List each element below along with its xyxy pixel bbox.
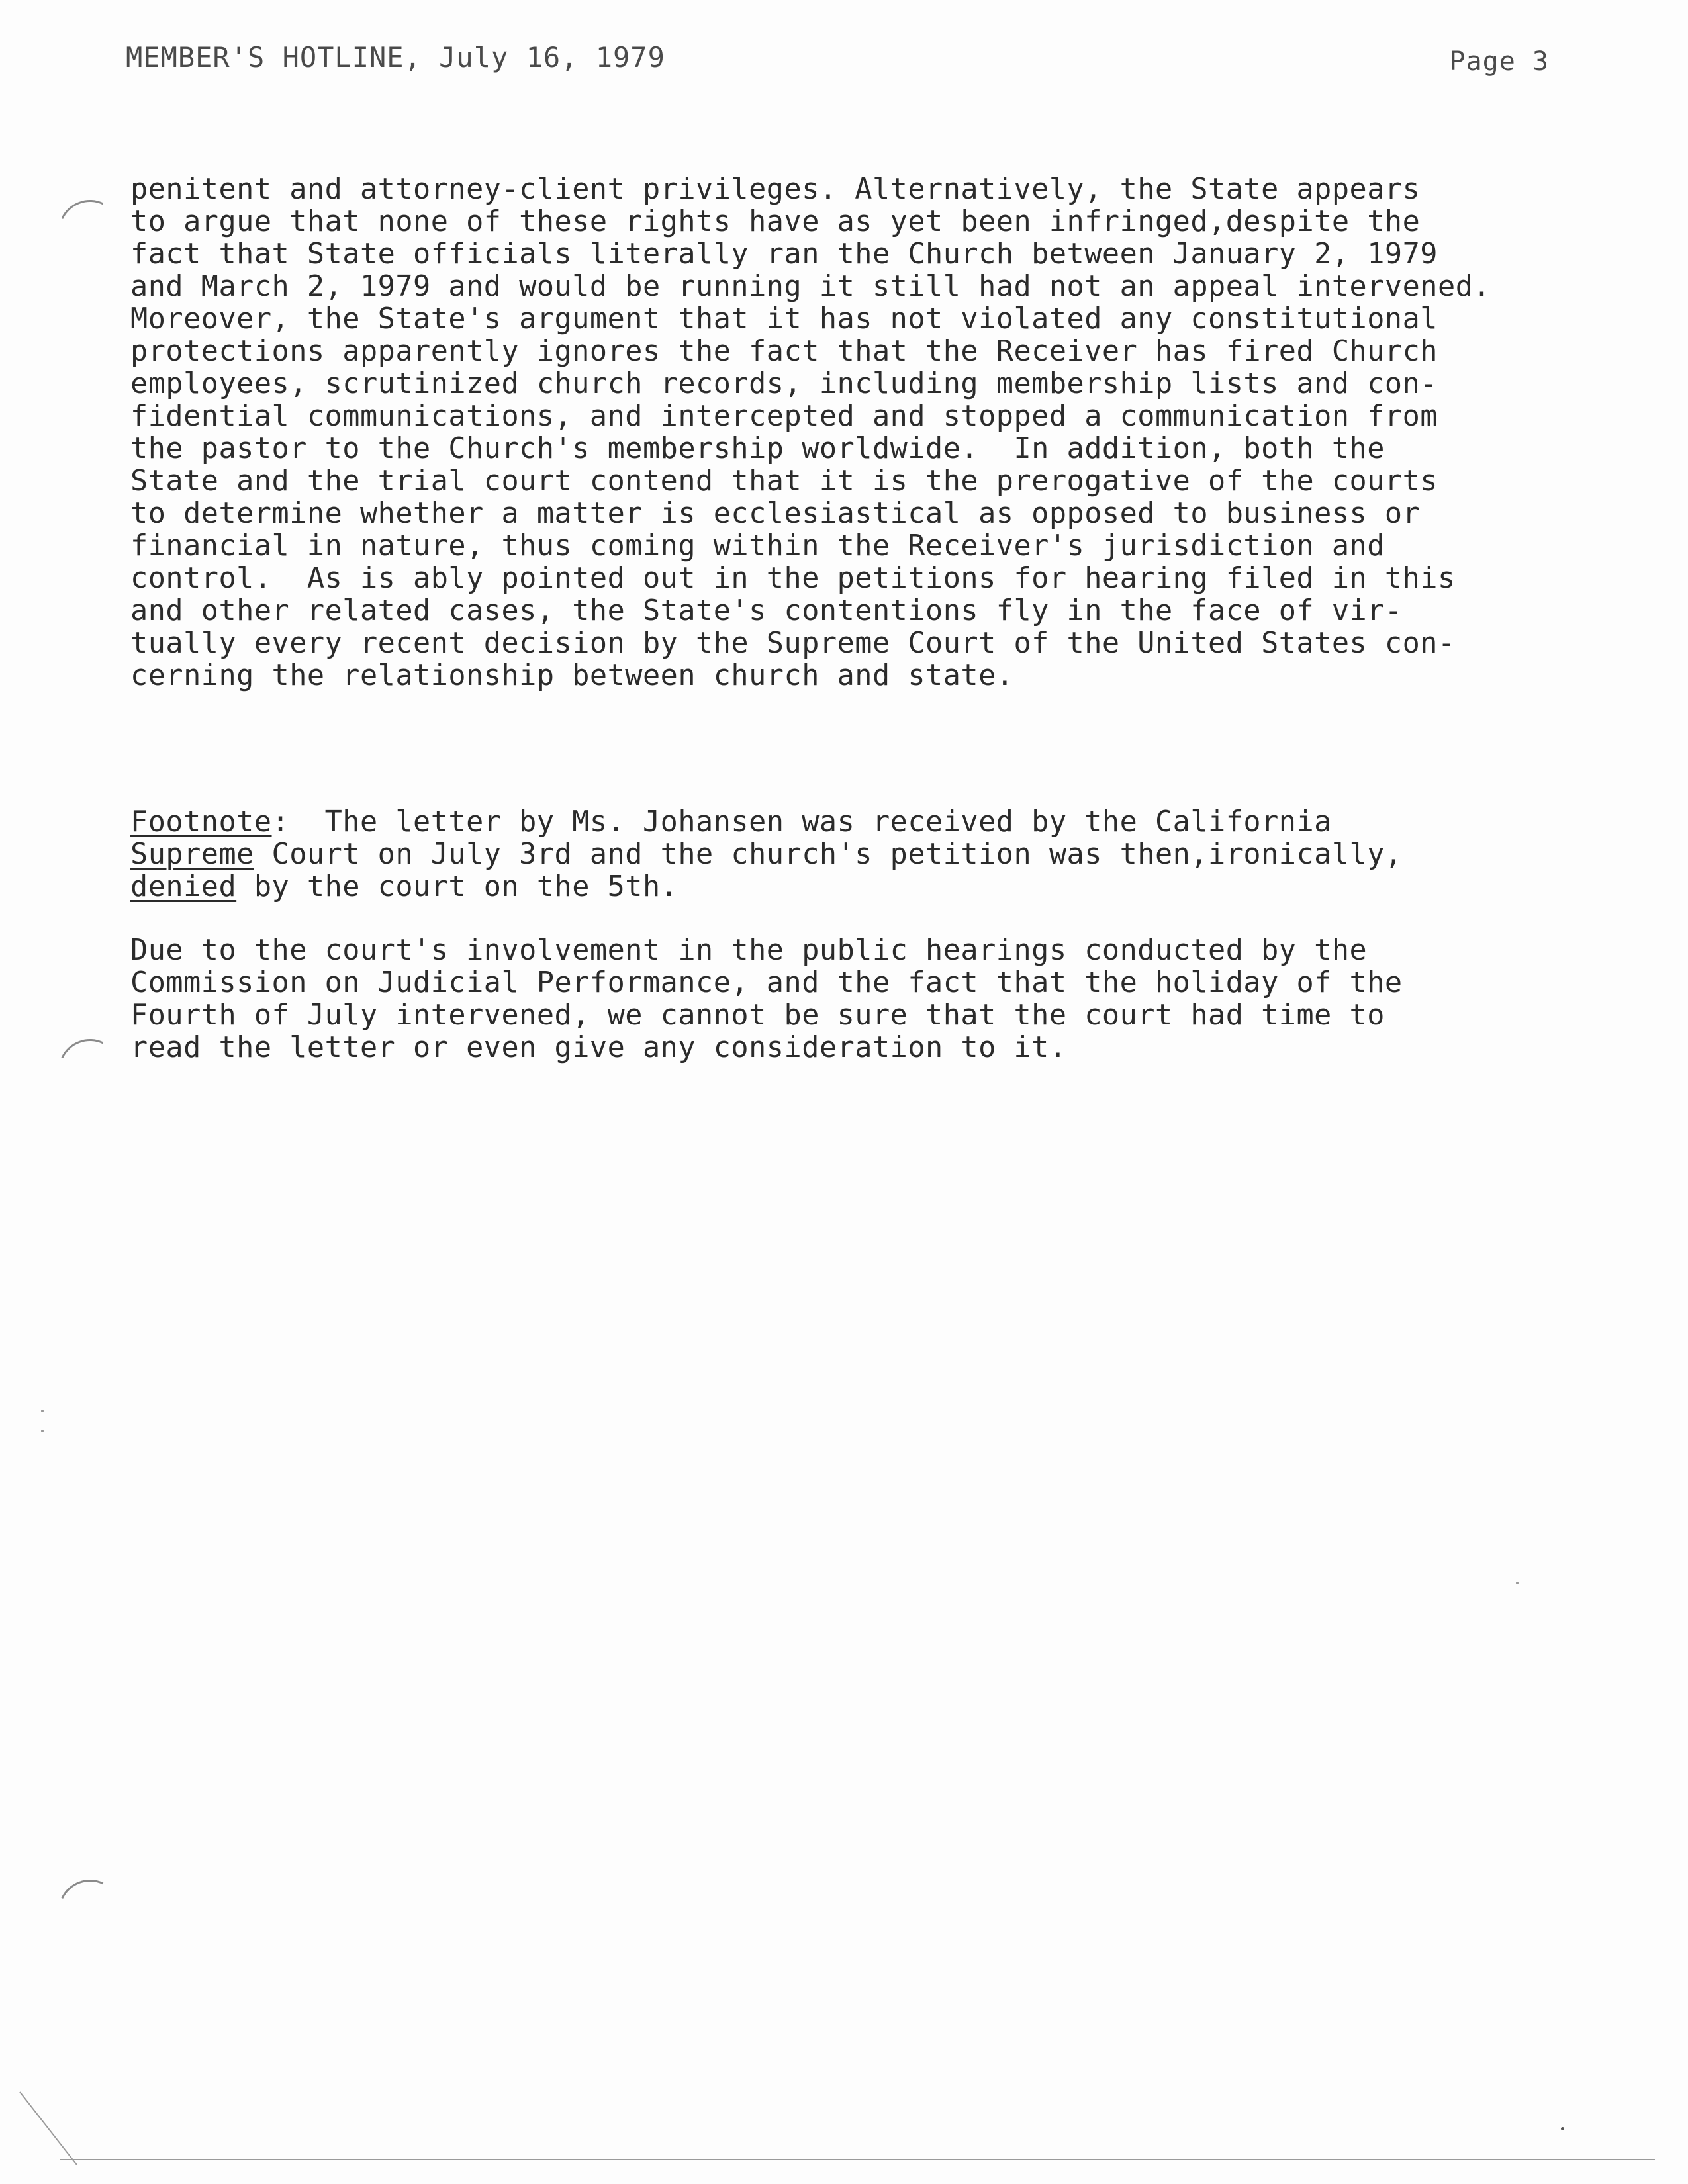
text-line: financial in nature, thus coming within the Receiver's jurisdiction and (130, 529, 1385, 563)
footnote-line-2 (130, 839, 1646, 871)
footnote-underlined-word: denied (130, 870, 237, 903)
text-line: fidential communications, and intercepted and stopped a communication from (130, 400, 1438, 433)
header-page-number: Page 3 (1449, 46, 1549, 77)
footnote-text: : The letter by Ms. Johansen was received by the California (271, 805, 1332, 839)
scan-speck (1561, 2127, 1564, 2130)
body-paragraph-1 (130, 173, 1646, 692)
text-line: employees, scrutinized church records, including membership lists and con- (130, 367, 1438, 400)
footnote (130, 806, 1646, 903)
footnote-underlined-word: Supreme (130, 838, 254, 871)
header-publication-date: MEMBER'S HOTLINE, July 16, 1979 (126, 41, 665, 73)
text-line: control. As is ably pointed out in the petitions for hearing filed in this (130, 562, 1456, 595)
text-line: Fourth of July intervened, we cannot be sure that the court had time to (130, 999, 1385, 1032)
text-line: fact that State officials literally ran the Church between January 2, 1979 (130, 238, 1438, 271)
binder-hole-mark (49, 1870, 130, 1952)
page-header (126, 41, 1549, 81)
text-line: Moreover, the State's argument that it has not violated any constitutional (130, 302, 1438, 336)
text-line: to argue that none of these rights have as yet been infringed,despite the (130, 205, 1421, 238)
scan-speck (41, 1410, 44, 1412)
text-line: cerning the relationship between church and state. (130, 659, 1014, 692)
page-edge-line (60, 2159, 1655, 2160)
text-line: Due to the court's involvement in the public hearings conducted by the (130, 934, 1368, 967)
footnote-label: Footnote (130, 805, 272, 839)
page-corner-edge (19, 2091, 77, 2165)
text-line: the pastor to the Church's membership worldwide. In addition, both the (130, 432, 1385, 465)
text-line: protections apparently ignores the fact that the Receiver has fired Church (130, 335, 1438, 368)
text-line: to determine whether a matter is ecclesiastical as opposed to business or (130, 497, 1421, 530)
footnote-line-3 (130, 871, 1646, 903)
scan-speck (41, 1430, 44, 1432)
text-line: and March 2, 1979 and would be running it still had not an appeal intervened. (130, 270, 1491, 303)
footnote-text: Court on July 3rd and the church's petition was then,ironically, (254, 838, 1403, 871)
footnote-text: by the court on the 5th. (236, 870, 679, 903)
text-line: read the letter or even give any consideration to it. (130, 1031, 1067, 1064)
binder-hole-mark (49, 191, 130, 272)
body-paragraph-2 (130, 934, 1646, 1064)
scan-speck (1516, 1582, 1519, 1584)
binder-hole-mark (49, 1030, 130, 1111)
text-line: tually every recent decision by the Supreme Court of the United States con- (130, 627, 1456, 660)
text-line: State and the trial court contend that it is the prerogative of the courts (130, 465, 1438, 498)
text-line: Commission on Judicial Performance, and the fact that the holiday of the (130, 966, 1403, 999)
footnote-line-1 (130, 806, 1646, 839)
text-line: penitent and attorney-client privileges. Alternatively, the State appears (130, 173, 1421, 206)
text-line: and other related cases, the State's contentions fly in the face of vir- (130, 594, 1403, 627)
